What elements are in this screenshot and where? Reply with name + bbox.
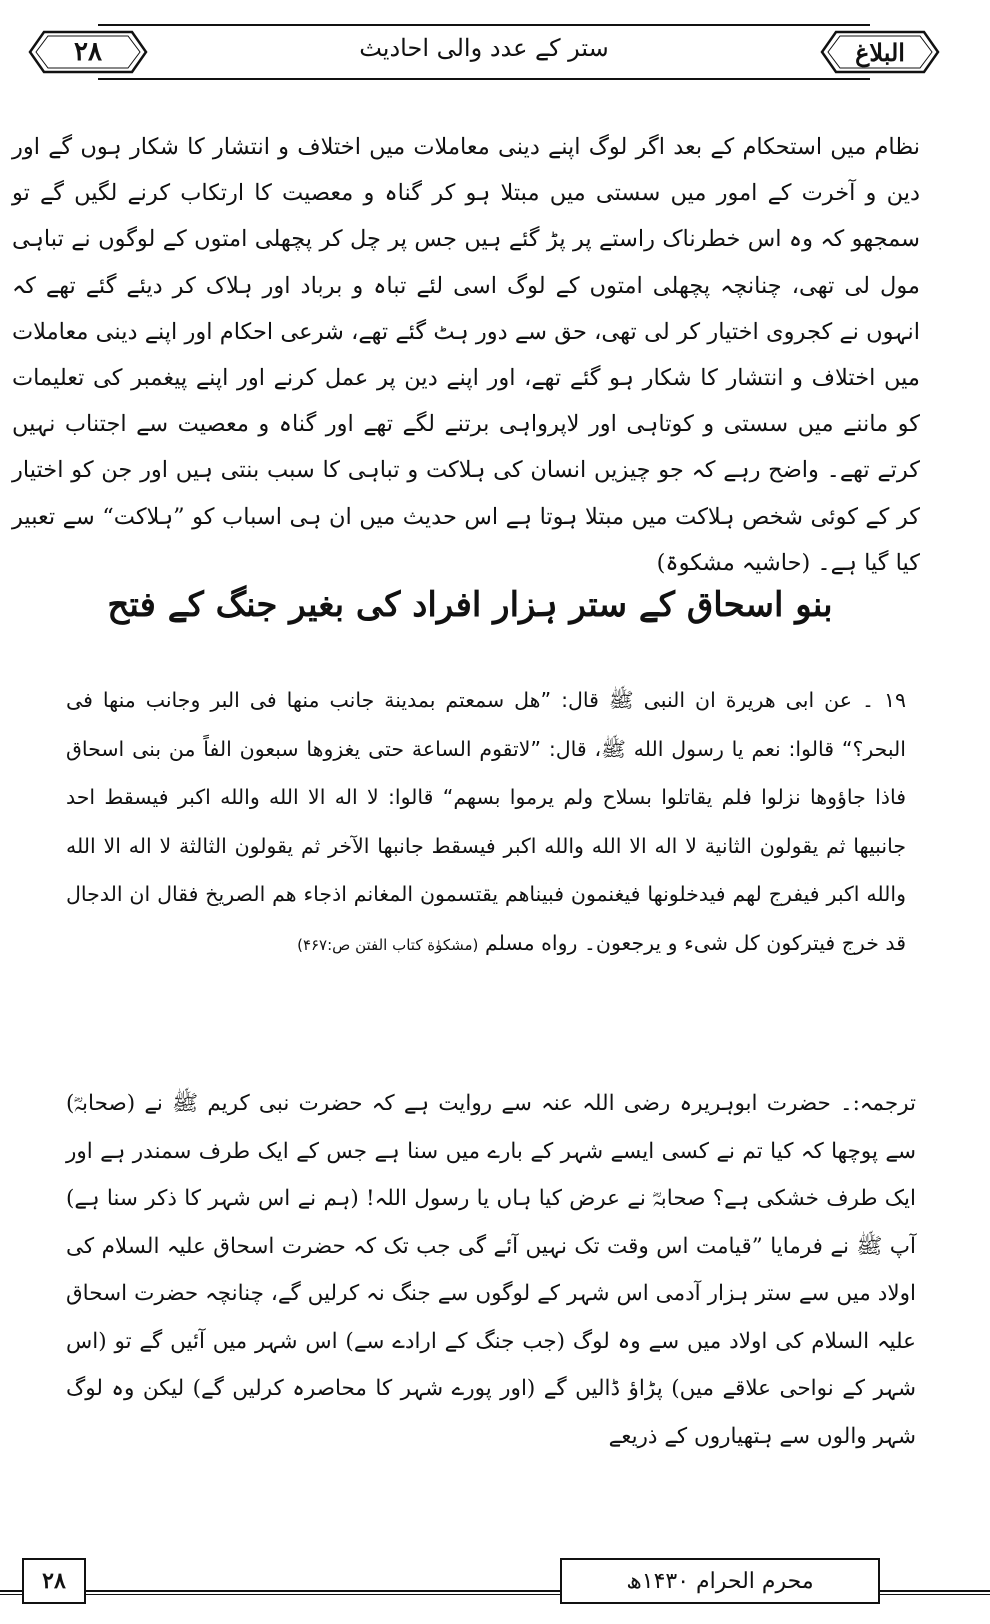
header-top-rule — [98, 24, 870, 26]
hadith-text-block: ۱۹ ۔ عن ابی هريرة ان النبی ﷺ قال: ”هل سمعتم بمدينة جانب منها فی البر وجانب منها فی البحر؟“ قالوا: نعم يا رسول الله ﷺ، قال: ”لاتقوم الساعة حتی يغزوها سبعون الفاً من بنی اسحاق فاذا جاؤوها نزلوا فلم يقاتلوا بسلاح ولم يرموا بسهم“ قالوا: لا اله الا الله والله اكبر فيسقط احد جانبيها ثم يقولون الثانية لا اله الا الله والله اكبر فيسقط جانبها الآخر ثم يقولون الثالثة لا اله الا الله والله اكبر فيفرج لهم فيدخلونها فيغنمون فبيناهم يقتسمون المغانم اذجاء هم الصريخ فقال ان الدجال قد خرج فيتركون كل شیء و يرجعون۔ رواه مسلم (مشکوٰة کتاب الفتن ص:۴۶۷) — [66, 688, 906, 955]
hadith-text: عن ابی هريرة ان النبی ﷺ قال: ”هل سمعتم بمدينة جانب منها فی البر وجانب منها فی البحر؟“ قالوا: نعم يا رسول الله ﷺ، قال: ”لاتقوم الساعة حتی يغزوها سبعون الفاً من بنی اسحاق فاذا جاؤوها نزلوا فلم يقاتلوا بسلاح ولم يرموا بسهم“ قالوا: لا اله الا الله والله اكبر فيسقط احد جانبيها ثم يقولون الثانية لا اله الا الله والله اكبر فيسقط جانبها الآخر ثم يقولون الثالثة لا اله الا الله والله اكبر فيفرج لهم فيدخلونها فيغنمون فبيناهم يقتسمون المغانم اذجاء هم الصريخ فقال ان الدجال قد خرج فيتركون كل شیء و يرجعون۔ رواه مسلم — [66, 688, 906, 955]
translation-paragraph: ترجمہ:۔ حضرت ابوہریرہ رضی اللہ عنہ سے روایت ہے کہ حضرت نبی کریم ﷺ نے (صحابہؓ) سے پوچھا کہ کیا تم نے کسی ایسے شہر کے بارے میں سنا ہے جس کے ایک طرف سمندر ہے اور ایک طرف خشکی ہے؟ صحابہؓ نے عرض کیا ہاں یا رسول اللہ! (ہم نے اس شہر کا ذکر سنا ہے) آپ ﷺ نے فرمایا ”قیامت اس وقت تک نہیں آئے گی جب تک کہ حضرت اسحاق علیہ السلام کی اولاد میں سے ستر ہزار آدمی اس شہر کے لوگوں سے جنگ نہ کرلیں گے، چنانچہ حضرت اسحاق علیہ السلام کی اولاد میں سے وہ لوگ (جب جنگ کے ارادے سے) اس شہر میں آئیں گے تو (اس شہر کے نواحی علاقے میں) پڑاؤ ڈالیں گے (اور پورے شہر کا محاصرہ کرلیں گے) لیکن وہ لوگ شہر والوں سے ہتھیاروں کے ذریعے — [66, 1091, 916, 1449]
magazine-logo — [820, 30, 940, 74]
hadith-number: ۱۹ — [883, 688, 906, 712]
header-page-number: ۲۸ — [74, 37, 102, 67]
running-title: ستر کے عدد والی احادیث — [359, 34, 609, 62]
header-page-number-badge — [28, 30, 148, 74]
footer-page-number: ۲۸ — [22, 1558, 86, 1604]
logo-text: البلاغ — [855, 37, 905, 67]
page-header — [28, 20, 940, 86]
section-heading: بنو اسحاق کے ستر ہزار افراد کی بغیر جنگ کے فتح — [107, 585, 833, 625]
hadith-reference: (مشکوٰة کتاب الفتن ص:۴۶۷) — [297, 935, 479, 954]
header-bottom-rule — [98, 78, 870, 80]
commentary-paragraph: نظام میں استحکام کے بعد اگر لوگ اپنے دینی معاملات میں اختلاف و انتشار کا شکار ہوں گے اور دین و آخرت کے امور میں سستی میں مبتلا ہو کر گناہ و معصیت کا ارتکاب کرنے لگیں گے تو سمجھو کہ وہ اس خطرناک راستے پر پڑ گئے ہیں جس پر چل کر پچھلی امتوں کے لوگوں نے تباہی مول لی تھی، چنانچہ پچھلی امتوں کے لوگ اسی لئے تباہ و برباد اور ہلاک کر دیئے گئے تھے کہ انہوں نے کجروی اختیار کر لی تھی، حق سے دور ہٹ گئے تھے، شرعی احکام اور اپنے دینی معاملات میں اختلاف و انتشار کا شکار ہو گئے تھے، اور اپنے دین پر عمل کرنے اور اپنے پیغمبر کی تعلیمات کو ماننے میں سستی و کوتاہی اور لاپرواہی برتنے لگے تھے اور گناہ و معصیت سے اجتناب نہیں کرتے تھے۔ واضح رہے کہ جو چیزیں انسان کی ہلاکت و تباہی کا سبب بنتی ہیں اور جن کو اختیار کر کے کوئی شخص ہلاکت میں مبتلا ہوتا ہے اس حدیث میں ان ہی اسباب کو ”ہلاکت“ سے تعبیر کیا گیا ہے۔ (حاشیہ مشکوۃ) — [12, 134, 921, 576]
footer-issue-date: محرم الحرام ۱۴۳۰ھ — [560, 1558, 880, 1604]
